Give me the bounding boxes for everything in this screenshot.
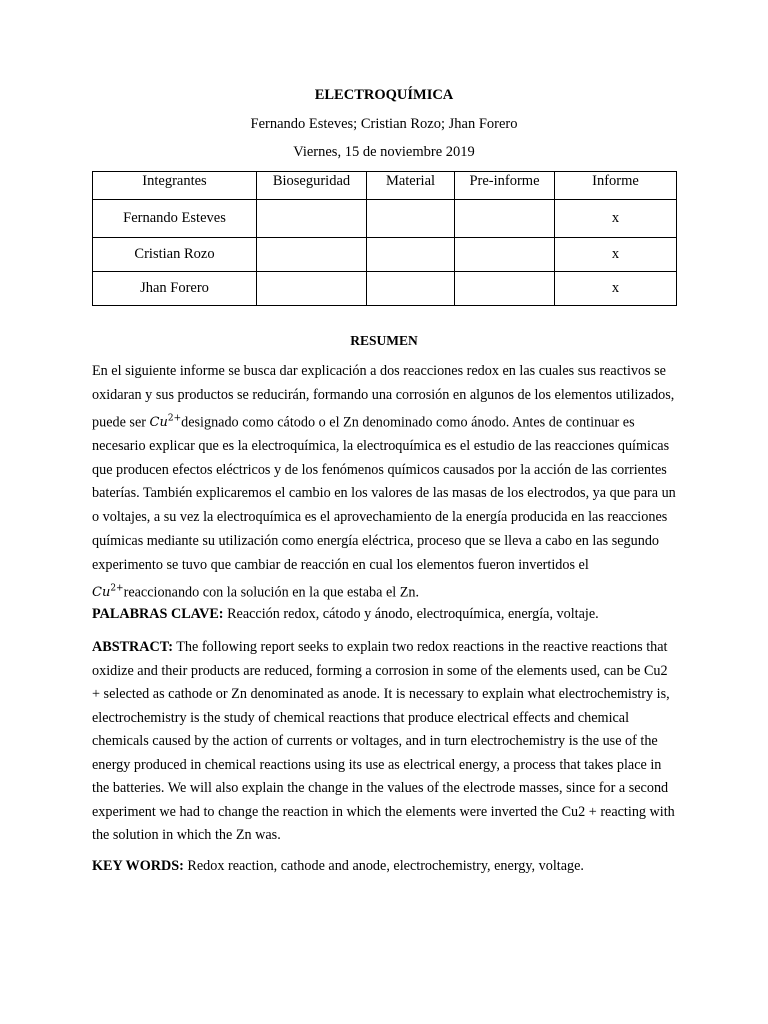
member-name-cell: Cristian Rozo [93,238,257,272]
column-header: Informe [555,172,677,200]
abstract-paragraph [92,636,676,848]
table-cell: x [555,272,677,306]
table-row [93,238,677,272]
table-row [93,272,677,306]
members-table [92,171,677,306]
keywords-es-text: Reacción redox, cátodo y ánodo, electroquímica, energía, voltaje. [223,606,599,622]
copper-ion-formula: $Cu^{2+}$ [92,583,124,600]
section-heading-resumen: RESUMEN [350,333,418,348]
resumen-text-part: En el siguiente informe se busca dar explicación a dos reacciones redox en las cuales sus reactivos se oxidaran y sus productos se reducirán, formando una corrosión en algunos de los elementos utilizados, puede ser [92,363,675,430]
resumen-text-part: designado como cátodo o el Zn denominado como ánodo. Antes de continuar es necesario explicar que es la electroquímica, la electroquímica es el estudio de las reacciones químicas que producen efectos eléctricos y de los fenómenos químicos causados por la acción de las corrientes baterías. También explicaremos el cambio en los valores de las masas de los electrodos, ya que para un o voltajes, a su vez la electroquímica es el aprovechamiento de la energía producida en las reacciones químicas mediante su utilización como energía eléctrica, proceso que se lleva a cabo en las segundo experimento se tuvo que cambiar de reacción en cual los elementos fueron invertidos el [92,413,676,573]
copper-ion-formula: $Cu^{2+}$ [149,413,182,430]
resumen-paragraph [92,360,676,605]
table-cell [257,272,367,306]
keywords-en-paragraph [92,855,676,879]
column-header: Integrantes [93,172,257,200]
keywords-es-label: PALABRAS CLAVE: [92,606,224,622]
table-cell [367,238,455,272]
document-date: Viernes, 15 de noviembre 2019 [293,144,475,160]
member-name-cell: Jhan Forero [93,272,257,306]
keywords-en-text: Redox reaction, cathode and anode, electrochemistry, energy, voltage. [183,858,584,874]
column-header: Bioseguridad [257,172,367,200]
table-cell: x [555,200,677,238]
column-header: Material [367,172,455,200]
table-cell [455,200,555,238]
keywords-en-label: KEY WORDS: [92,858,184,874]
table-cell [257,200,367,238]
abstract-label: ABSTRACT: [92,639,173,655]
table-row [93,200,677,238]
table-cell: x [555,238,677,272]
author-list: Fernando Esteves; Cristian Rozo; Jhan Forero [250,116,518,132]
table-header-row [93,172,677,200]
document-title: ELECTROQUÍMICA [314,87,454,103]
table-cell [367,200,455,238]
keywords-es-paragraph [92,603,676,627]
abstract-text: The following report seeks to explain two redox reactions in the reactive reactions that oxidize and their products are reduced, forming a corrosion in some of the elements used, can be Cu2 + selected as cathode or Zn denominated as anode. It is necessary to explain what electrochemistry is, electrochemistry is the study of chemical reactions that produce electrical effects and chemical chemicals caused by the action of currents or voltages, and in turn electrochemistry is the use of the energy produced in chemical reactions using its use as electrical energy, a process that takes place in the batteries. We will also explain the change in the values of the electrode masses, since for a second experiment we had to change the reaction in which the elements were inverted the Cu2 + reacting with the solution in which the Zn was. [92,639,675,843]
member-name-cell: Fernando Esteves [93,200,257,238]
table-cell [257,238,367,272]
table-cell [455,238,555,272]
resumen-text-part: reaccionando con la solución en la que estaba el Zn. [123,583,420,600]
table-cell [455,272,555,306]
column-header: Pre-informe [455,172,555,200]
table-cell [367,272,455,306]
